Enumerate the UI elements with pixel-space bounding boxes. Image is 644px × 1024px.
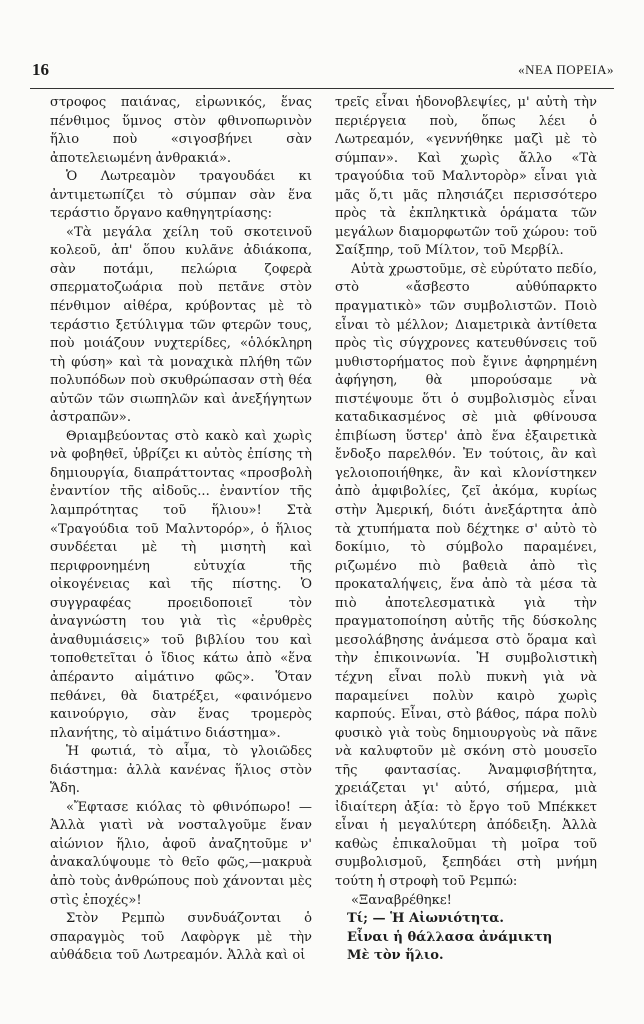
poem-line: Τί; — Ἡ Αἰωνιότητα. (347, 911, 504, 927)
paragraph: στροφος παιάνας, εἰρωνικός, ἕνας πένθιμος ὕμνος στὸν φθινοπωρινὸν ἥλιο ποὺ «σιγοσβήνει σὰν ἀποτελειωμένη ἀνθρακιά». (50, 95, 312, 166)
page-header (30, 60, 614, 84)
quote-paragraph: «Τὰ μεγάλα χείλη τοῦ σκοτεινοῦ κολεοῦ, ἀπ' ὅπου κυλᾶνε ἀδιάκοπα, σὰν ποτάμι, πελώρια ζοφερὰ σπερματοζωάρια ποὺ πετᾶνε στὸν πένθιμον αἰθέρα, κρύβοντας μὲ τὸ τεράστιο ξετύλιγμα τῶν φτερῶν τους, ποὺ μοιάζουν νυχτερίδες, «ὁλόκληρη τὴ φύση» καὶ τὰ μοναχικὰ πλήθη τῶν πολυπόδων ποὺ σκυθρώπασαν στὴ θέα αὐτῶν τῶν σιωπηλῶν καὶ ἀνεξήγητων ἀστραπῶν». (50, 224, 312, 426)
paragraph: τρεῖς εἶναι ἡδονοβλεψίες, μ' αὐτὴ τὴν περιέργεια ποὺ, ὅπως λέει ὁ Λωτρεαμόν, «γεννήθηκε μαζὶ μὲ τὸ σύμπαν». Καὶ χωρὶς ἄλλο «Τὰ τραγούδια τοῦ Μαλντορὸρ» εἶναι γιὰ μᾶς ὅ,τι μᾶς πλησιάζει περισσότερο πρὸς τὰ ἐκπληκτικὰ ὁράματα τῶν μεγάλων διαμορφωτῶν τοῦ χώρου: τοῦ Σαίξπηρ, τοῦ Μίλτον, τοῦ Μερβίλ. (335, 95, 597, 259)
paragraph: Ὁ Λωτρεαμὸν τραγουδάει κι ἀντιμετωπίζει τὸ σύμπαν σὰν ἕνα τεράστιο ὄργανο καθηγητρίασης: (50, 169, 312, 222)
quote-paragraph: «Ἔφτασε κιόλας τὸ φθινόπωρο! —Ἀλλὰ γιατὶ νὰ νοσταλγοῦμε ἕναν αἰώνιον ἥλιο, ἀφοῦ ἀναζητοῦμε ν' ἀνακαλύψουμε τὸ θεῖο φῶς,—μακρυὰ ἀπὸ τοὺς ἀνθρώπους ποὺ χάνονται μὲς στὶς ἐποχές»! (50, 799, 312, 908)
paragraph: Ἡ φωτιά, τὸ αἷμα, τὸ γλοιῶδες διάστημα: ἀλλὰ κανένας ἥλιος στὸν Ἅδη. (50, 744, 312, 797)
poem-line: Μὲ τὸν ἥλιο. (347, 948, 444, 964)
left-column (50, 94, 312, 966)
right-column (335, 94, 597, 966)
poem-line: «Ξαναβρέθηκε! (351, 892, 452, 908)
page-number: 16 (32, 60, 49, 79)
running-title: «ΝΕΑ ΠΟΡΕΙΑ» (518, 62, 614, 77)
paragraph: Αὐτὰ χρωστοῦμε, σὲ εὐρύτατο πεδίο, στὸ «ἄσβεστο αὐθύπαρκτο πραγματικὸ» τῶν συμβολιστῶν. Ποιὸ εἶναι τὸ μέλλον; Διαμετρικὰ ἀντίθετα πρὸς τὶς σύγχρονες κατευθύνσεις τοῦ μυθιστορήματος ποὺ ἔγινε ἀφηρημένη ἀφήγηση, θὰ μπορούσαμε νὰ πιστέψουμε ὅτι ὁ συμβολισμὸς εἶναι καταδικασμένος σὲ μιὰ φθίνουσα ἐπιβίωση ὕστερ' ἀπὸ ἕνα ἐξαιρετικὰ ἔνδοξο παρελθόν. Ἐν τούτοις, ἂν καὶ γελοιοποιήθηκε, ἂν καὶ κλονίστηκεν ἀπὸ ἀμφιβολίες, ζεῖ ἀκόμα, κυρίως στὴν Ἀμερική, διότι ἀνεξάρτητα ἀπὸ τὰ χτυπήματα ποὺ δέχτηκε σ' αὐτὸ τὸ δοκίμιο, τὸ σύμβολο παραμένει, ριζωμένο πιὸ βαθειὰ ἀπὸ τὶς προκαταλήψεις, ἕνα ἀπὸ τὰ μέσα τὰ πιὸ ἀποτελεσματικὰ γιὰ τὴν πραγματοποίηση αὐτῆς τῆς δύσκολης μεσολάβησης ἀνάμεσα στὸ ὅραμα καὶ τὴν ἐπικοινωνία. Ἡ συμβολιστικὴ τέχνη εἶναι πολὺ πυκνὴ γιὰ νὰ παραμείνει πολὺν καιρὸ χωρὶς καρπούς. Εἶναι, στὸ βάθος, πάρα πολὺ φυσικὸ γιὰ τοὺς δημιουργοὺς νὰ πᾶνε νὰ καλυφτοῦν μὲ σκόνη στὸ μουσεῖο τῆς φαντασίας. Ἀναμφισβήτητα, χρειάζεται γι' αὐτό, σήμερα, μιὰ ἰδιαίτερη ἀξία: τὸ ἔργο τοῦ Μπέκκετ εἶναι ἡ μεγαλύτερη ἀπόδειξη. Ἀλλὰ καθὼς ἐπικαλοῦμαι τὴ μοῖρα τοῦ συμβολισμοῦ, ξεπηδάει στὴ μνήμη τούτη ἡ στροφὴ τοῦ Ρεμπώ: (335, 261, 597, 889)
poem-line: Εἶναι ἡ θάλλασα ἀνάμικτη (347, 929, 553, 945)
header-rule (30, 88, 614, 89)
paragraph: Θριαμβεύοντας στὸ κακὸ καὶ χωρὶς νὰ φοβηθεῖ, ὑβρίζει κι αὐτὸς ἐπίσης τὴ δημιουργία, διαπράττοντας «προσβολὴ ἐναντίον τῆς αἰδοῦς... ἐναντίον τῆς λαμπρότητας τοῦ ἥλιου»! Στὰ «Τραγούδια τοῦ Μαλντορόρ», ὁ ἥλιος συνδέεται μὲ τὴ μισητὴ καὶ περιφρονημένη εὐτυχία τῆς οἰκογένειας καὶ τῆς πίστης. Ὁ συγγραφέας προειδοποιεῖ τὸν ἀναγνώστη του γιὰ τὶς «ἐρυθρὲς ἀναθυμιάσεις» τοῦ βιβλίου του καὶ τοποθετεῖται ὁ ἴδιος κάτω ἀπὸ «ἕνα ἀπέραντο αἱμάτινο φῶς». Ὅταν πεθάνει, θὰ διατρέξει, «φαινόμενο καινούργιο, σὰν ἕνας τρομερὸς πλανήτης, τὸ αἱμάτινο διάστημα». (50, 428, 312, 741)
paragraph: Στὸν Ρεμπὼ συνδυάζονται ὁ σπαραγμὸς τοῦ Λαφὸργκ μὲ τὴν αὐθάδεια τοῦ Λωτρεαμόν. Ἀλλὰ καὶ οἱ (50, 911, 312, 964)
